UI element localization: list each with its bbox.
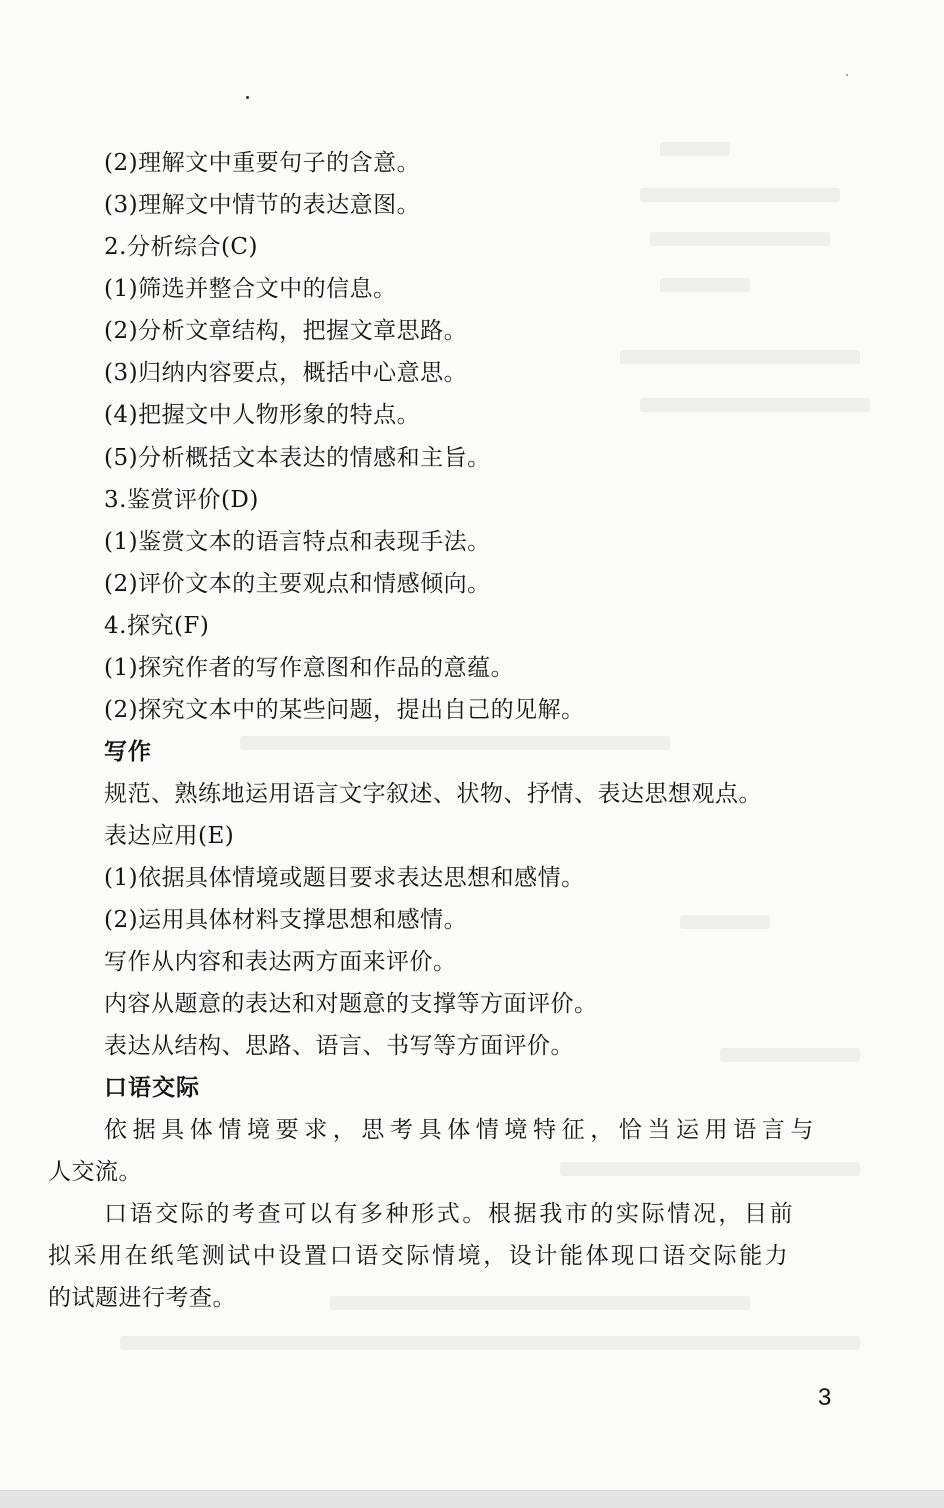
bleed-through-mark (330, 1296, 750, 1310)
text-line: (5)分析概括文本表达的情感和主旨。 (104, 445, 491, 471)
text-line: (2)理解文中重要句子的含意。 (104, 150, 421, 176)
bleed-through-mark (640, 398, 870, 412)
paragraph-line: 口语交际的考查可以有多种形式。根据我市的实际情况，目前 (104, 1201, 796, 1227)
bleed-through-mark (680, 915, 770, 929)
text-line: (1)鉴赏文本的语言特点和表现手法。 (104, 529, 491, 555)
text-line: (2)评价文本的主要观点和情感倾向。 (104, 571, 491, 597)
bleed-through-mark (560, 1162, 860, 1176)
specks (246, 96, 249, 99)
text-line: (1)探究作者的写作意图和作品的意蕴。 (104, 655, 515, 681)
paragraph-line: 拟采用在纸笔测试中设置口语交际情境，设计能体现口语交际能力 (48, 1243, 791, 1269)
specks (846, 74, 848, 76)
bleed-through-mark (240, 736, 670, 750)
text-line: (2)探究文本中的某些问题，提出自己的见解。 (104, 697, 585, 723)
text-line: (3)理解文中情节的表达意图。 (104, 192, 421, 218)
paragraph-line: 依据具体情境要求，思考具体情境特征，恰当运用语言与 (104, 1117, 819, 1143)
text-line: 规范、熟练地运用语言文字叙述、状物、抒情、表达思想观点。 (104, 781, 762, 807)
bleed-through-mark (120, 1336, 860, 1350)
text-line: 内容从题意的表达和对题意的支撑等方面评价。 (104, 991, 598, 1017)
text-line: 写作从内容和表达两方面来评价。 (104, 949, 457, 975)
section-heading: 表达应用(E) (104, 823, 235, 849)
section-heading: 2.分析综合(C) (104, 234, 258, 260)
text-line: (4)把握文中人物形象的特点。 (104, 402, 421, 428)
text-line: (3)归纳内容要点，概括中心意思。 (104, 360, 468, 386)
text-line: (1)筛选并整合文中的信息。 (104, 276, 397, 302)
bleed-through-mark (720, 1048, 860, 1062)
bleed-through-mark (640, 188, 840, 202)
section-heading: 3.鉴赏评价(D) (104, 487, 259, 513)
bleed-through-mark (660, 142, 730, 156)
page-number: 3 (818, 1384, 832, 1411)
text-line: (2)分析文章结构，把握文章思路。 (104, 318, 468, 344)
section-heading: 4.探究(F) (104, 613, 210, 639)
writing-heading: 写作 (104, 739, 152, 765)
paragraph-line: 的试题进行考查。 (48, 1285, 236, 1311)
bleed-through-mark (650, 232, 830, 246)
text-line: 表达从结构、思路、语言、书写等方面评价。 (104, 1033, 574, 1059)
bleed-through-mark (620, 350, 860, 364)
paragraph-line: 人交流。 (48, 1159, 142, 1185)
bleed-through-mark (660, 278, 750, 292)
scan-bottom-edge (0, 1490, 944, 1508)
oral-communication-heading: 口语交际 (104, 1075, 200, 1101)
text-line: (2)运用具体材料支撑思想和感情。 (104, 907, 468, 933)
text-line: (1)依据具体情境或题目要求表达思想和感情。 (104, 865, 585, 891)
